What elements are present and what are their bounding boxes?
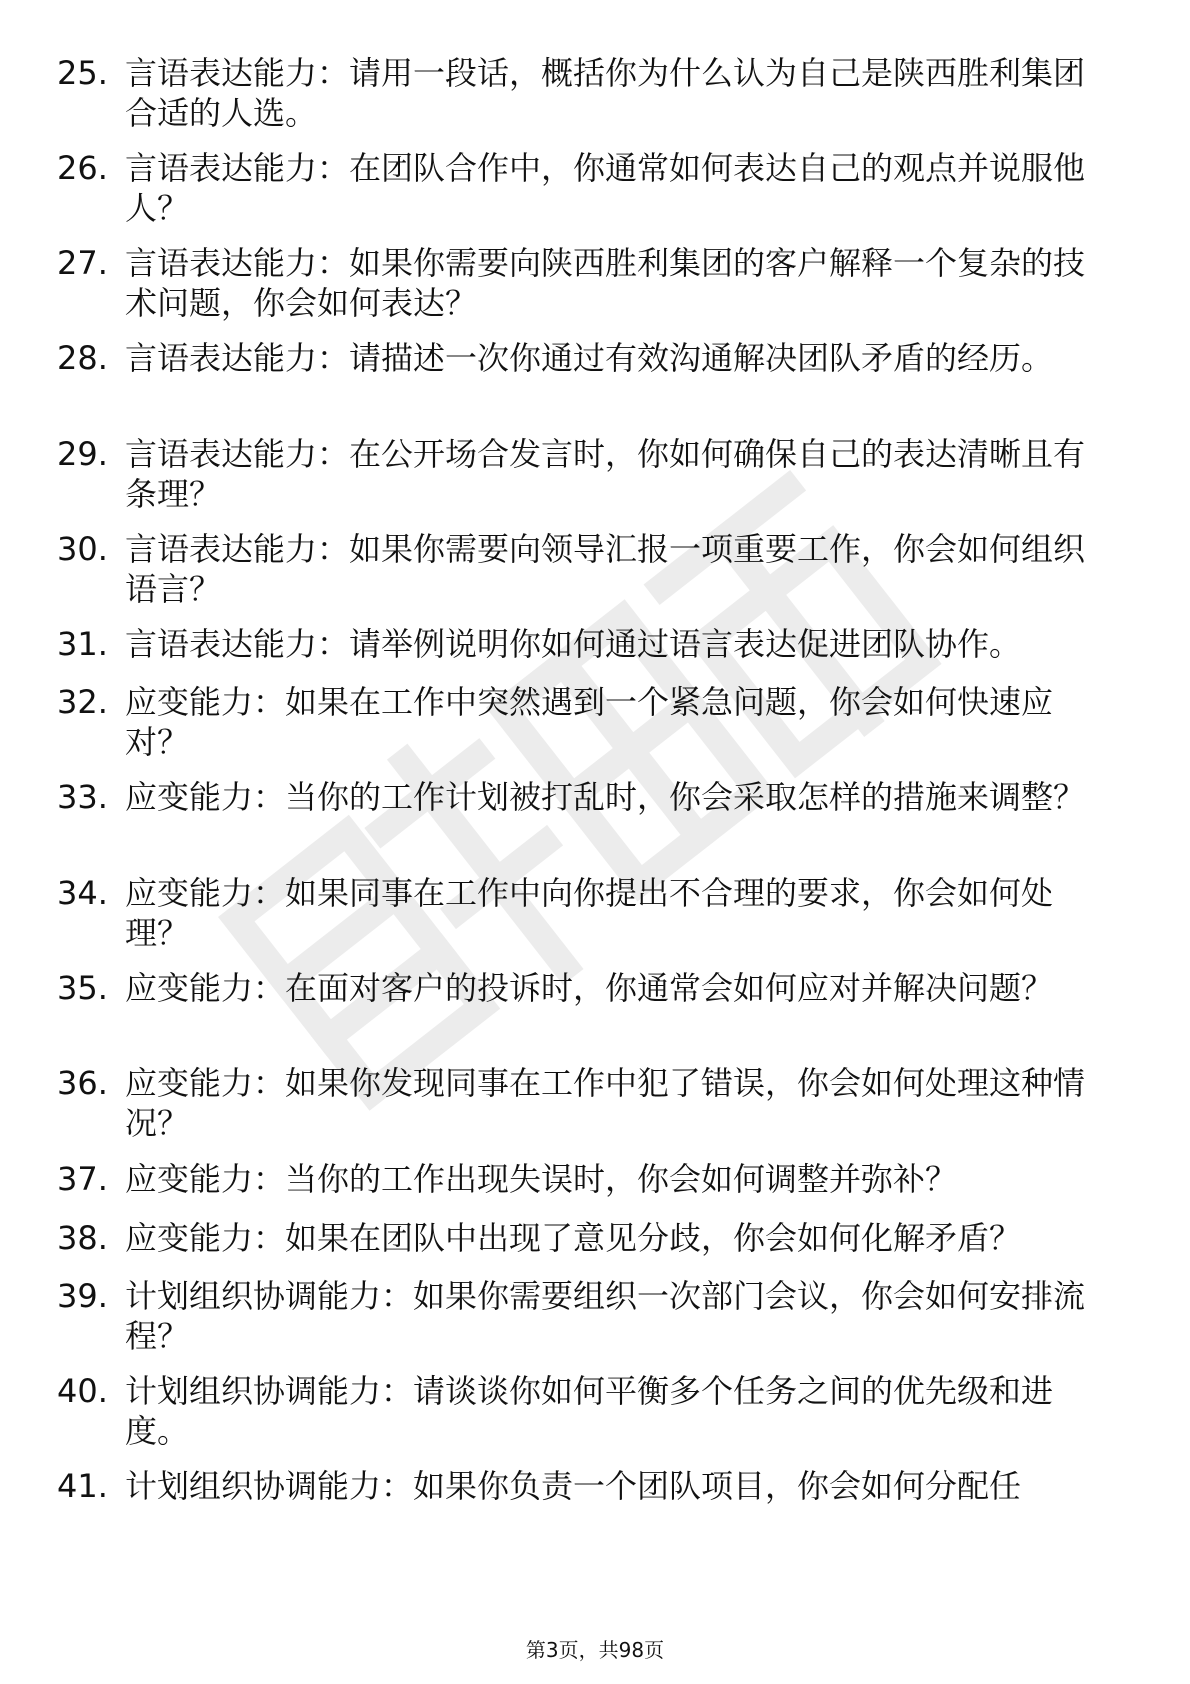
question-text: 言语表达能力：请举例说明你如何通过语言表达促进团队协作。 — [125, 625, 1022, 663]
question-number: 33. — [57, 778, 108, 816]
question-text: 应变能力：在面对客户的投诉时，你通常会如何应对并解决问题？ — [125, 969, 1054, 1007]
question-text: 言语表达能力：请描述一次你通过有效沟通解决团队矛盾的经历。 — [125, 339, 1054, 377]
question-number: 34. — [57, 874, 108, 912]
question-number: 31. — [57, 625, 108, 663]
question-number: 36. — [57, 1064, 108, 1102]
question-number: 39. — [57, 1277, 108, 1315]
question-text: 应变能力：如果在工作中突然遇到一个紧急问题，你会如何快速应对？ — [125, 683, 1054, 761]
question-number: 27. — [57, 244, 108, 282]
question-text: 应变能力：如果你发现同事在工作中犯了错误，你会如何处理这种情况？ — [125, 1064, 1086, 1142]
question-text: 应变能力：如果在团队中出现了意见分歧，你会如何化解矛盾？ — [125, 1219, 1022, 1257]
question-number: 41. — [57, 1467, 108, 1505]
question-number: 30. — [57, 530, 108, 568]
question-number: 26. — [57, 149, 108, 187]
question-text: 应变能力：如果同事在工作中向你提出不合理的要求，你会如何处理？ — [125, 874, 1054, 952]
question-text: 言语表达能力：如果你需要向领导汇报一项重要工作，你会如何组织语言？ — [125, 530, 1086, 608]
question-text: 言语表达能力：在公开场合发言时，你如何确保自己的表达清晰且有条理？ — [125, 435, 1086, 513]
page-footer — [0, 1636, 1190, 1664]
question-text: 计划组织协调能力：请谈谈你如何平衡多个任务之间的优先级和进度。 — [125, 1372, 1054, 1450]
question-text: 应变能力：当你的工作计划被打乱时，你会采取怎样的措施来调整？ — [125, 778, 1086, 816]
question-text: 言语表达能力：如果你需要向陕西胜利集团的客户解释一个复杂的技术问题，你会如何表达？ — [125, 244, 1086, 322]
question-text: 言语表达能力：在团队合作中，你通常如何表达自己的观点并说服他人？ — [125, 149, 1086, 227]
question-number: 32. — [57, 683, 108, 721]
question-text: 计划组织协调能力：如果你需要组织一次部门会议，你会如何安排流程？ — [125, 1277, 1086, 1355]
question-text: 计划组织协调能力：如果你负责一个团队项目，你会如何分配任 — [125, 1467, 1022, 1505]
question-number: 29. — [57, 435, 108, 473]
question-number: 25. — [57, 54, 108, 92]
question-number: 28. — [57, 339, 108, 377]
page-number-label: 第3页，共98页 — [525, 1638, 665, 1662]
question-text: 言语表达能力：请用一段话，概括你为什么认为自己是陕西胜利集团合适的人选。 — [125, 54, 1086, 132]
question-number: 37. — [57, 1160, 108, 1198]
question-number: 40. — [57, 1372, 108, 1410]
question-number: 35. — [57, 969, 108, 1007]
question-text: 应变能力：当你的工作出现失误时，你会如何调整并弥补？ — [125, 1160, 958, 1198]
question-number: 38. — [57, 1219, 108, 1257]
